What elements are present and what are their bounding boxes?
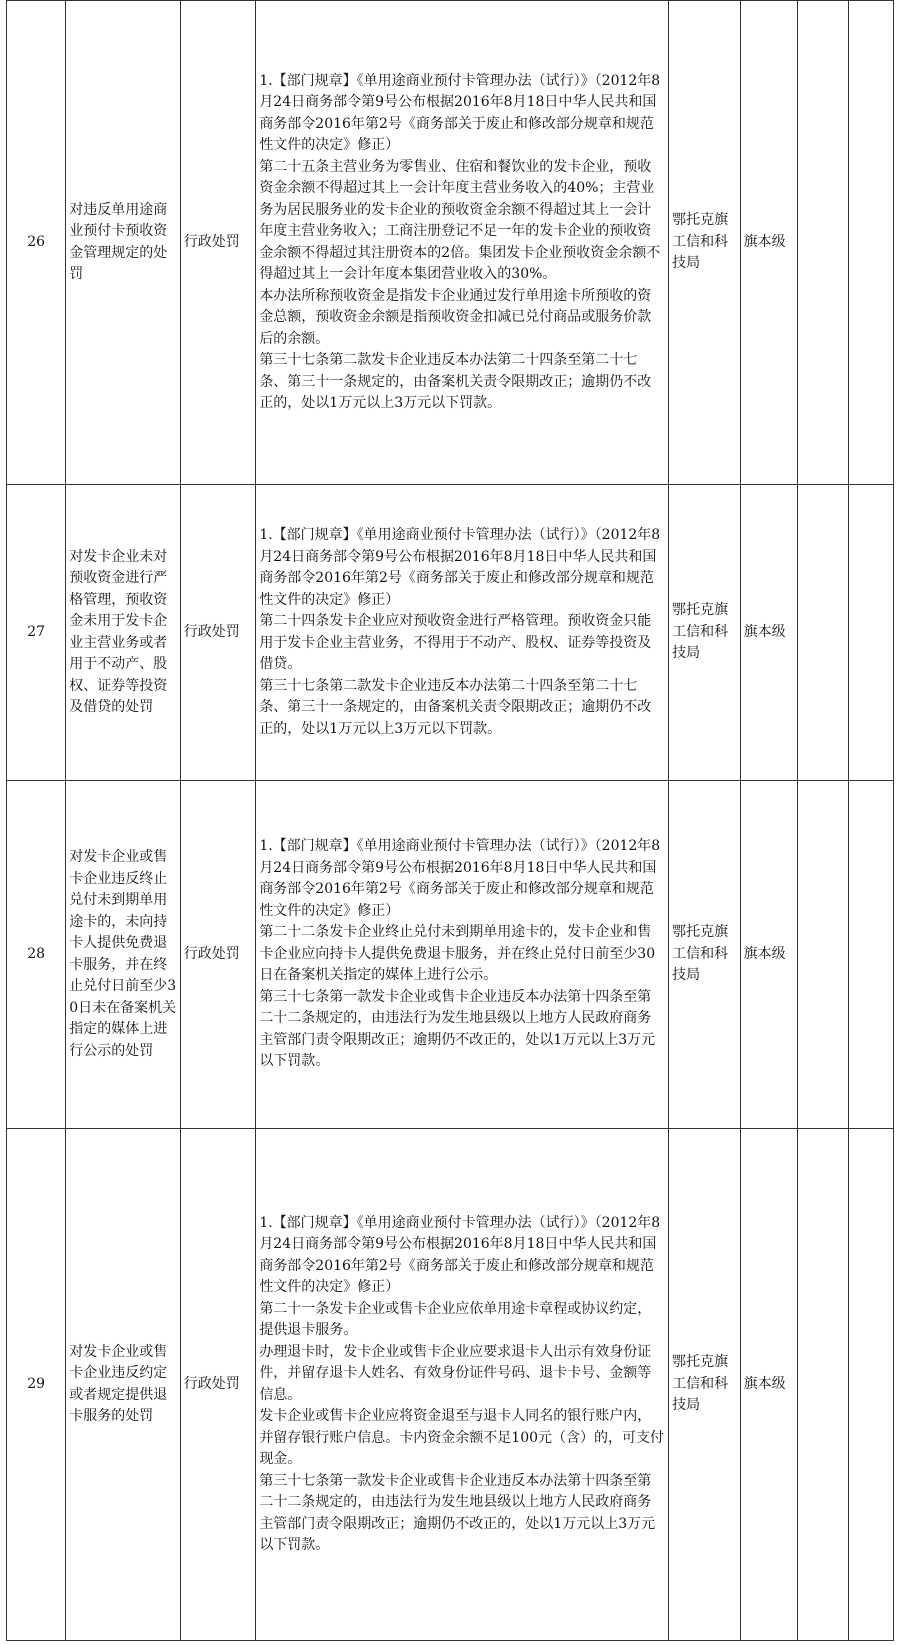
row-number: 29 [7,1129,66,1641]
empty-cell [848,1,893,485]
basis-paragraph: 第三十七条第一款发卡企业或售卡企业违反本办法第十四条至第二十二条规定的，由违法行为发生地县级以上地方人民政府商务主管部门责令限期改正；逾期仍不改正的，处以1万元以上3万元以下罚款。 [259,988,656,1070]
empty-cell [797,1129,848,1641]
item-type: 行政处罚 [180,781,256,1129]
level: 旗本级 [740,1129,797,1641]
empty-cell [848,1129,893,1641]
basis-paragraph: 第三十七条第一款发卡企业或售卡企业违反本办法第十四条至第二十二条规定的，由违法行为发生地县级以上地方人民政府商务主管部门责令限期改正；逾期仍不改正的，处以1万元以上3万元以下罚款。 [259,1472,656,1553]
empty-cell [848,781,893,1129]
basis-paragraph: 1.【部门规章】《单用途商业预付卡管理办法（试行）》（2012年8月24日商务部令第9号公布根据2016年8月18日中华人民共和国商务部令2016年第2号《商务部关于废止和修改部分规章和规范性文件的决定》修正） [259,527,661,608]
basis-paragraph: 1.【部门规章】《单用途商业预付卡管理办法（试行）》（2012年8月24日商务部令第9号公布根据2016年8月18日中华人民共和国商务部令2016年第2号《商务部关于废止和修改部分规章和规范性文件的决定》修正） [259,838,661,919]
basis-paragraph: 1.【部门规章】《单用途商业预付卡管理办法（试行）》（2012年8月24日商务部令第9号公布根据2016年8月18日中华人民共和国商务部令2016年第2号《商务部关于废止和修改部分规章和规范性文件的决定》修正） [259,1214,661,1295]
regulation-table [6,0,894,1641]
item-name: 对发卡企业或售卡企业违反终止兑付未到期单用途卡的，未向持卡人提供免费退卡服务，并在终止兑付日前至少30日未在备案机关指定的媒体上进行公示的处罚 [66,781,180,1129]
empty-cell [848,485,893,781]
item-name: 对发卡企业未对预收资金进行严格管理，预收资金未用于发卡企业主营业务或者用于不动产、股权、证券等投资及借贷的处罚 [66,485,180,781]
row-number: 26 [7,1,66,485]
empty-cell [797,485,848,781]
basis-paragraph: 第二十一条发卡企业或售卡企业应依单用途卡章程或协议约定，提供退卡服务。 [259,1300,652,1338]
basis-paragraph: 第三十七条第二款发卡企业违反本办法第二十四条至第二十七条、第三十一条规定的，由备案机关责令限期改正；逾期仍不改正的，处以1万元以上3万元以下罚款。 [259,352,652,411]
row-number: 28 [7,781,66,1129]
table-row [7,1129,894,1641]
table-row [7,781,894,1129]
basis-paragraph: 第二十四条发卡企业应对预收资金进行严格管理。预收资金只能用于发卡企业主营业务，不得用于不动产、股权、证券等投资及借贷。 [259,613,652,672]
legal-basis [256,1129,669,1641]
department: 鄂托克旗工信和科技局 [669,1129,741,1641]
basis-paragraph: 第二十五条主营业务为零售业、住宿和餐饮业的发卡企业，预收资金余额不得超过其上一会计年度主营业务收入的40%；主营业务为居民服务业的发卡企业的预收资金余额不得超过其上一会计年度主营业务收入；工商注册登记不足一年的发卡企业的预收资金余额不得超过其注册资本的2倍。集团发卡企业预收资金余额不得超过其上一会计年度本集团营业收入的30%。 [259,158,661,282]
level: 旗本级 [740,485,797,781]
basis-paragraph: 本办法所称预收资金是指发卡企业通过发行单用途卡所预收的资金总额，预收资金余额是指预收资金扣减已兑付商品或服务价款后的余额。 [259,287,652,347]
legal-basis [256,781,669,1129]
empty-cell [797,1,848,485]
item-type: 行政处罚 [180,1,256,485]
basis-paragraph: 发卡企业或售卡企业应将资金退至与退卡人同名的银行账户内，并留存银行账户信息。卡内资金余额不足100元（含）的，可支付现金。 [259,1408,665,1467]
row-number: 27 [7,485,66,781]
item-name: 对违反单用途商业预付卡预收资金管理规定的处罚 [66,1,180,485]
level: 旗本级 [740,1,797,485]
item-type: 行政处罚 [180,485,256,781]
empty-cell [797,781,848,1129]
legal-basis [256,485,669,781]
basis-paragraph: 1.【部门规章】《单用途商业预付卡管理办法（试行）》（2012年8月24日商务部令第9号公布根据2016年8月18日中华人民共和国商务部令2016年第2号《商务部关于废止和修改部分规章和规范性文件的决定》修正） [259,72,661,153]
table-row [7,485,894,781]
basis-paragraph: 第二十二条发卡企业终止兑付未到期单用途卡的，发卡企业和售卡企业应向持卡人提供免费退卡服务，并在终止兑付日前至少30日在备案机关指定的媒体上进行公示。 [259,924,656,984]
item-name: 对发卡企业或售卡企业违反约定或者规定提供退卡服务的处罚 [66,1129,180,1641]
table-row [7,1,894,485]
basis-paragraph: 办理退卡时，发卡企业或售卡企业应要求退卡人出示有效身份证件，并留存退卡人姓名、有效身份证件号码、退卡卡号、金额等信息。 [259,1343,652,1403]
level: 旗本级 [740,781,797,1129]
legal-basis [256,1,669,485]
department: 鄂托克旗工信和科技局 [669,1,741,485]
item-type: 行政处罚 [180,1129,256,1641]
department: 鄂托克旗工信和科技局 [669,781,741,1129]
department: 鄂托克旗工信和科技局 [669,485,741,781]
basis-paragraph: 第三十七条第二款发卡企业违反本办法第二十四条至第二十七条、第三十一条规定的，由备案机关责令限期改正；逾期仍不改正的，处以1万元以上3万元以下罚款。 [259,677,652,737]
